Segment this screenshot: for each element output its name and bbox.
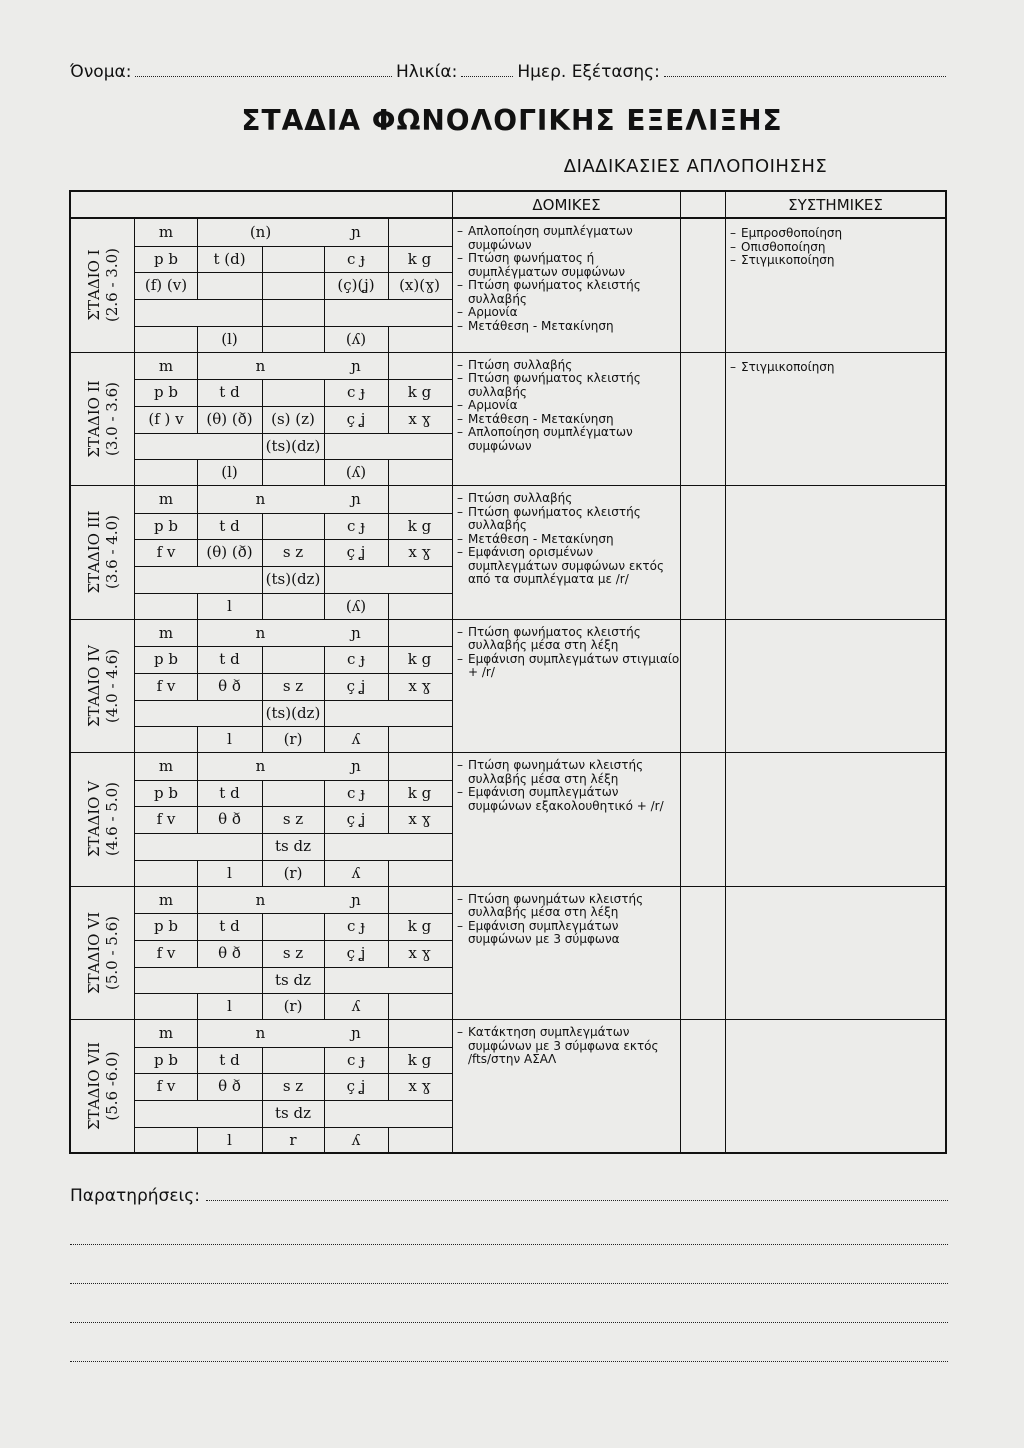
grid-line [388, 326, 389, 353]
process-text: Πτώση φωνημάτων κλειστής συλλαβής μέσα στη λέξη [468, 891, 644, 919]
process-item [452, 920, 680, 947]
phoneme-cell: p b [154, 917, 178, 936]
page-subtitle: ΔΙΑΔΙΚΑΣΙΕΣ ΑΠΛΟΠΟΙΗΣΗΣ [563, 156, 828, 177]
dash: – [457, 918, 463, 933]
dash: – [457, 785, 463, 799]
dash: – [457, 545, 463, 559]
phoneme-cell: (ʎ) [345, 596, 367, 615]
phoneme-cell: (r) [283, 997, 303, 1016]
systemic-processes [725, 219, 943, 268]
structural-processes [452, 887, 680, 947]
phoneme-cell: t d [219, 516, 240, 535]
phoneme-cell: ɲ [351, 490, 361, 508]
process-text: Πτώση φωνήματος ή συμπλέγματων συμφώνων [468, 251, 626, 279]
process-text: Στιγμικοποίηση [741, 253, 835, 267]
phoneme-cell: l [227, 730, 232, 749]
structural-processes [452, 353, 680, 454]
process-text: Μετάθεση - Μετακίνηση [468, 411, 614, 426]
header-blank-cell [680, 192, 725, 218]
process-item [452, 1026, 680, 1067]
process-item [452, 225, 680, 252]
phoneme-cell: k g [407, 383, 432, 402]
systemic-processes [725, 486, 943, 494]
phoneme-cell: p b [154, 383, 178, 402]
phoneme-cell: ç ʝ [346, 676, 366, 695]
stage-name: ΣΤΑΔΙΟ IV [84, 644, 103, 727]
stage-label [71, 353, 135, 486]
process-text: Πτώση φωνημάτων κλειστής συλλαβής μέσα στη λέξη [468, 758, 644, 786]
phoneme-cell: n [255, 890, 266, 909]
stage-ages: (5.0 - 5.6) [102, 915, 121, 990]
phoneme-cell: c ɟ [347, 1050, 365, 1069]
phoneme-grid [135, 353, 452, 487]
phoneme-cell [262, 272, 324, 299]
phoneme-cell: (ts)(dz) [265, 703, 321, 722]
stage-label [71, 887, 135, 1020]
phoneme-cell: θ ð [218, 810, 241, 829]
grid-line [324, 299, 325, 326]
phoneme-cell: t d [219, 917, 240, 936]
phoneme-cell: m [158, 890, 174, 909]
date-label: Ημερ. Εξέτασης: [517, 62, 660, 82]
process-item [452, 252, 680, 279]
column-header-systemic: ΣΥΣΤΗΜΙΚΕΣ [725, 192, 945, 218]
phoneme-cell: ɲ [351, 223, 361, 241]
dash: – [457, 651, 463, 666]
grid-line [388, 887, 389, 914]
dash: – [457, 371, 463, 385]
phoneme-cell: (ʎ) [345, 463, 367, 482]
phoneme-cell: p b [154, 783, 178, 802]
grid-line [324, 967, 325, 994]
process-text: Εμφάνιση συμπλεγμάτων στιγμιαίο + /r/ [468, 651, 680, 679]
process-item [725, 361, 943, 375]
process-text: Πτώση φωνήματος κλειστής συλλαβής [468, 504, 641, 532]
stage-ages: (4.0 - 4.6) [102, 648, 121, 723]
dash: – [457, 224, 463, 238]
notes-line[interactable] [70, 1245, 948, 1284]
notes-label: Παρατηρήσεις: [70, 1186, 200, 1206]
name-label: Όνομα: [70, 62, 132, 82]
grid-line [388, 993, 389, 1020]
stage-ages: (3.0 - 3.6) [102, 381, 121, 456]
phoneme-cell: (n) [249, 223, 272, 241]
phoneme-grid [135, 620, 452, 754]
process-text: Μετάθεση - Μετακίνηση [468, 318, 614, 333]
dash: – [457, 624, 463, 639]
dash: – [457, 318, 463, 333]
systemic-processes [725, 753, 943, 761]
phoneme-cell: n [255, 490, 266, 508]
process-text: Απλοποίηση συμπλέγματων συμφώνων [468, 224, 633, 252]
phoneme-cell: n [255, 356, 266, 375]
grid-line [324, 566, 325, 593]
process-text: Πτώση φωνήματος κλειστής συλλαβής μέσα στη λέξη [468, 624, 641, 652]
process-item [725, 227, 943, 241]
page-title: ΣΤΑΔΙΑ ΦΩΝΟΛΟΓΙΚΗΣ ΕΞΕΛΙΞΗΣ [241, 104, 783, 137]
process-item [452, 399, 680, 413]
systemic-processes [725, 353, 943, 375]
phoneme-cell [262, 379, 324, 406]
phoneme-grid [135, 753, 452, 887]
phoneme-cell: s z [282, 676, 304, 695]
process-text: Μετάθεση - Μετακίνηση [468, 531, 614, 546]
phoneme-cell: (s) (z) [271, 409, 315, 428]
notes-line[interactable] [70, 1284, 948, 1323]
header-fields [70, 62, 950, 82]
stage-name: ΣΤΑΔΙΟ ΙΙΙ [84, 510, 103, 594]
phoneme-cell: ɲ [351, 356, 361, 375]
phoneme-cell: f v [156, 676, 176, 695]
grid-line [324, 833, 325, 860]
process-text: Απλοποίηση συμπλέγματων συμφώνων [468, 425, 633, 453]
grid-line [388, 620, 389, 647]
dash: – [457, 531, 463, 546]
phoneme-cell: p b [154, 650, 178, 669]
structural-processes [452, 620, 680, 680]
phoneme-cell: (ts)(dz) [265, 436, 321, 455]
phoneme-cell [262, 780, 324, 807]
process-item [452, 653, 680, 680]
process-item [452, 506, 680, 533]
phoneme-cell: (θ) (ð) [206, 409, 253, 428]
phoneme-cell: ts dz [275, 1104, 311, 1123]
phoneme-cell: ts dz [275, 837, 311, 856]
grid-line [324, 433, 325, 460]
phoneme-cell: c ɟ [347, 383, 365, 402]
process-item [452, 492, 680, 506]
phoneme-cell: (l) [221, 463, 238, 482]
phoneme-grid [135, 486, 452, 620]
notes-line[interactable] [70, 1323, 948, 1362]
phoneme-cell: m [158, 356, 174, 375]
phoneme-cell: f v [156, 543, 176, 562]
phoneme-cell: x ɣ [408, 409, 431, 428]
systemic-processes [725, 620, 943, 628]
phoneme-cell: l [227, 863, 232, 882]
phoneme-cell: k g [407, 650, 432, 669]
phoneme-cell [262, 326, 324, 353]
phoneme-cell: t d [219, 383, 240, 402]
phoneme-cell: m [158, 757, 174, 775]
structural-processes [452, 486, 680, 587]
process-text: Εμφάνιση συμπλεγμάτων συμφώνων με 3 σύμφωνα [468, 918, 620, 946]
phoneme-cell: ç ʝ [346, 409, 366, 428]
stage-ages: (3.6 - 4.0) [102, 515, 121, 590]
phoneme-cell: t d [219, 1050, 240, 1069]
process-text: Πτώση φωνήματος κλειστής συλλαβής [468, 371, 641, 399]
process-item [452, 546, 680, 587]
dash: – [457, 398, 463, 412]
stage-label [71, 219, 135, 352]
phoneme-cell: θ ð [218, 1077, 241, 1096]
dash: – [457, 305, 463, 319]
phoneme-cell: r [289, 1130, 297, 1149]
stage-row [71, 619, 945, 753]
process-text: Αρμονία [468, 305, 518, 319]
phoneme-cell: s z [282, 943, 304, 962]
phoneme-cell: n [255, 1024, 266, 1042]
grid-line [388, 1127, 389, 1154]
stage-row [71, 1019, 945, 1153]
phoneme-cell: ɲ [351, 1024, 361, 1042]
stage-label [71, 1020, 135, 1153]
dash: – [457, 491, 463, 505]
phoneme-cell: p b [154, 516, 178, 535]
phoneme-cell [262, 913, 324, 940]
process-text: Πτώση συλλαβής [468, 357, 573, 372]
process-text: Πτώση φωνήματος κλειστής συλλαβής [468, 278, 641, 306]
stage-row [71, 886, 945, 1020]
stage-label-text [85, 1042, 121, 1130]
stage-row [71, 485, 945, 619]
phoneme-cell: c ɟ [347, 917, 365, 936]
dash: – [457, 1025, 463, 1039]
stage-name: ΣΤΑΔΙΟ VI [84, 911, 103, 994]
process-item [452, 759, 680, 786]
grid-line [324, 1100, 325, 1127]
phoneme-cell [262, 246, 324, 273]
phoneme-grid [135, 219, 452, 353]
phoneme-cell: (ts)(dz) [265, 570, 321, 589]
phoneme-cell: l [227, 997, 232, 1016]
notes-section [70, 1186, 948, 1362]
dash: – [457, 758, 463, 772]
phoneme-cell: s z [282, 810, 304, 829]
phoneme-cell [262, 459, 324, 486]
process-text: Εμπροσθοποίηση [741, 226, 843, 240]
phoneme-cell: s z [282, 543, 304, 562]
phoneme-cell: t d [219, 783, 240, 802]
dash: – [730, 253, 736, 267]
phoneme-cell: x ɣ [408, 810, 431, 829]
process-item [725, 254, 943, 268]
phoneme-cell: ç ʝ [346, 543, 366, 562]
phoneme-grid [135, 887, 452, 1021]
phoneme-cell: f v [156, 943, 176, 962]
process-text: Κατάκτηση συμπλεγμάτων συμφώνων με 3 σύμφωνα εκτός /fts/στην ΑΣΑΛ [468, 1025, 659, 1066]
phoneme-cell: t d [219, 650, 240, 669]
grid-line [388, 860, 389, 887]
age-field[interactable] [461, 62, 513, 77]
phoneme-cell: ɲ [351, 757, 361, 775]
phoneme-cell: s z [282, 1077, 304, 1096]
phoneme-cell: l [227, 596, 232, 615]
stage-name: ΣΤΑΔΙΟ VII [84, 1042, 103, 1131]
phoneme-cell: (x)(ɣ) [399, 276, 440, 295]
phoneme-cell: c ɟ [347, 516, 365, 535]
process-item [452, 626, 680, 653]
structural-processes [452, 1020, 680, 1067]
age-label: Ηλικία: [396, 62, 458, 82]
structural-processes [452, 219, 680, 333]
phoneme-grid [135, 1020, 452, 1154]
phoneme-cell: ç ʝ [346, 943, 366, 962]
phoneme-cell: l [227, 1130, 232, 1149]
phoneme-cell: (r) [283, 730, 303, 749]
phoneme-cell: ɲ [351, 623, 361, 642]
phoneme-cell: k g [407, 1050, 432, 1069]
notes-line[interactable] [70, 1206, 948, 1245]
process-text: Αρμονία [468, 398, 518, 412]
dash: – [457, 504, 463, 519]
phoneme-cell: t (d) [213, 249, 246, 268]
dash: – [457, 891, 463, 906]
phoneme-cell: k g [407, 783, 432, 802]
date-field[interactable] [664, 62, 946, 77]
grid-line [388, 219, 389, 246]
phoneme-cell: ç ʝ [346, 1077, 366, 1096]
process-item [452, 893, 680, 920]
phoneme-cell: ts dz [275, 970, 311, 989]
stage-label-text [85, 781, 121, 857]
phoneme-cell: x ɣ [408, 543, 431, 562]
stage-row [71, 218, 945, 352]
phoneme-cell [262, 299, 324, 326]
dash: – [457, 425, 463, 439]
phoneme-cell: c ɟ [347, 249, 365, 268]
phoneme-cell: m [158, 1024, 174, 1042]
phoneme-cell: (ç)(ʝ) [337, 276, 375, 295]
process-item [452, 279, 680, 306]
process-item [452, 320, 680, 334]
stage-row [71, 352, 945, 486]
phoneme-cell [262, 593, 324, 620]
stage-ages: (4.6 - 5.0) [102, 782, 121, 857]
phoneme-cell: f v [156, 810, 176, 829]
dash: – [457, 357, 463, 372]
phoneme-cell: (f) (v) [144, 276, 188, 295]
name-field[interactable] [135, 62, 392, 77]
stage-row [71, 752, 945, 886]
stage-label [71, 753, 135, 886]
phoneme-cell: ɲ [351, 890, 361, 909]
stage-label [71, 620, 135, 753]
structural-processes [452, 753, 680, 813]
process-text: Πτώση συλλαβής [468, 491, 573, 505]
phoneme-cell [197, 272, 262, 299]
phoneme-cell: k g [407, 917, 432, 936]
stage-name: ΣΤΑΔΙΟ V [84, 781, 103, 858]
stage-label-text [85, 380, 121, 457]
phoneme-cell: m [158, 623, 174, 642]
phoneme-cell: ʎ [351, 1130, 361, 1149]
stage-label-text [85, 248, 121, 322]
phoneme-cell: p b [154, 249, 178, 268]
stage-name: ΣΤΑΔΙΟ ΙΙ [84, 380, 103, 458]
phoneme-cell: x ɣ [408, 943, 431, 962]
process-item [452, 372, 680, 399]
process-item [452, 413, 680, 427]
grid-line [388, 353, 389, 380]
stage-ages: (2.6 - 3.0) [102, 248, 121, 323]
phoneme-cell: (r) [283, 863, 303, 882]
process-text: Οπισθοποίηση [741, 239, 826, 254]
process-text: Εμφάνιση συμπλεγμάτων συμφώνων εξακολουθητικό + /r/ [468, 785, 664, 813]
phoneme-cell: (l) [221, 329, 238, 348]
phoneme-cell: x ɣ [408, 676, 431, 695]
phoneme-cell: ç ʝ [346, 810, 366, 829]
process-item [725, 241, 943, 255]
grid-line [324, 700, 325, 727]
grid-line [388, 726, 389, 753]
dash: – [730, 226, 736, 240]
phoneme-cell: (θ) (ð) [206, 543, 253, 562]
phoneme-cell: θ ð [218, 943, 241, 962]
phoneme-cell: ʎ [351, 863, 361, 882]
phoneme-cell: n [255, 623, 266, 642]
phoneme-cell: c ɟ [347, 783, 365, 802]
dash: – [457, 251, 463, 265]
process-text: Εμφάνιση ορισμένων συμπλεγμάτων συμφώνων εκτός από τα συμπλέγματα με /r/ [468, 545, 665, 586]
phoneme-cell: m [158, 490, 174, 508]
process-item [452, 306, 680, 320]
process-text: Στιγμικοποίηση [741, 359, 835, 374]
phoneme-cell: x ɣ [408, 1077, 431, 1096]
grid-line [388, 486, 389, 513]
phoneme-cell: (ʎ) [345, 329, 367, 348]
stages-table [69, 190, 947, 1154]
stage-label-text [85, 645, 121, 727]
systemic-processes [725, 1020, 943, 1028]
dash: – [457, 411, 463, 426]
stage-label [71, 486, 135, 619]
stage-name: ΣΤΑΔΙΟ Ι [84, 249, 103, 321]
column-header-structural: ΔΟΜΙΚΕΣ [452, 192, 680, 218]
phoneme-cell: k g [407, 249, 432, 268]
phoneme-cell: ʎ [351, 730, 361, 749]
process-item [452, 533, 680, 547]
phoneme-cell: m [158, 223, 174, 241]
phoneme-cell: n [255, 757, 266, 775]
phoneme-cell: (f ) v [148, 409, 184, 428]
process-item [452, 426, 680, 453]
stage-label-text [85, 511, 121, 594]
grid-line [388, 459, 389, 486]
phoneme-cell [262, 1047, 324, 1074]
phoneme-cell: f v [156, 1077, 176, 1096]
dash: – [730, 359, 736, 374]
notes-line[interactable] [206, 1186, 948, 1201]
phoneme-cell: p b [154, 1050, 178, 1069]
phoneme-cell [262, 646, 324, 673]
header-blank-cell [71, 192, 452, 218]
grid-line [388, 753, 389, 780]
phoneme-cell: θ ð [218, 676, 241, 695]
dash: – [457, 278, 463, 292]
process-item [452, 786, 680, 813]
stage-label-text [85, 912, 121, 994]
phoneme-cell: ʎ [351, 997, 361, 1016]
phoneme-cell [262, 513, 324, 540]
phoneme-cell: c ɟ [347, 650, 365, 669]
dash: – [730, 239, 736, 254]
grid-line [388, 593, 389, 620]
stage-ages: (5.6 -6.0) [102, 1051, 121, 1121]
grid-line [388, 1020, 389, 1047]
systemic-processes [725, 887, 943, 895]
phoneme-cell: k g [407, 516, 432, 535]
process-item [452, 359, 680, 373]
